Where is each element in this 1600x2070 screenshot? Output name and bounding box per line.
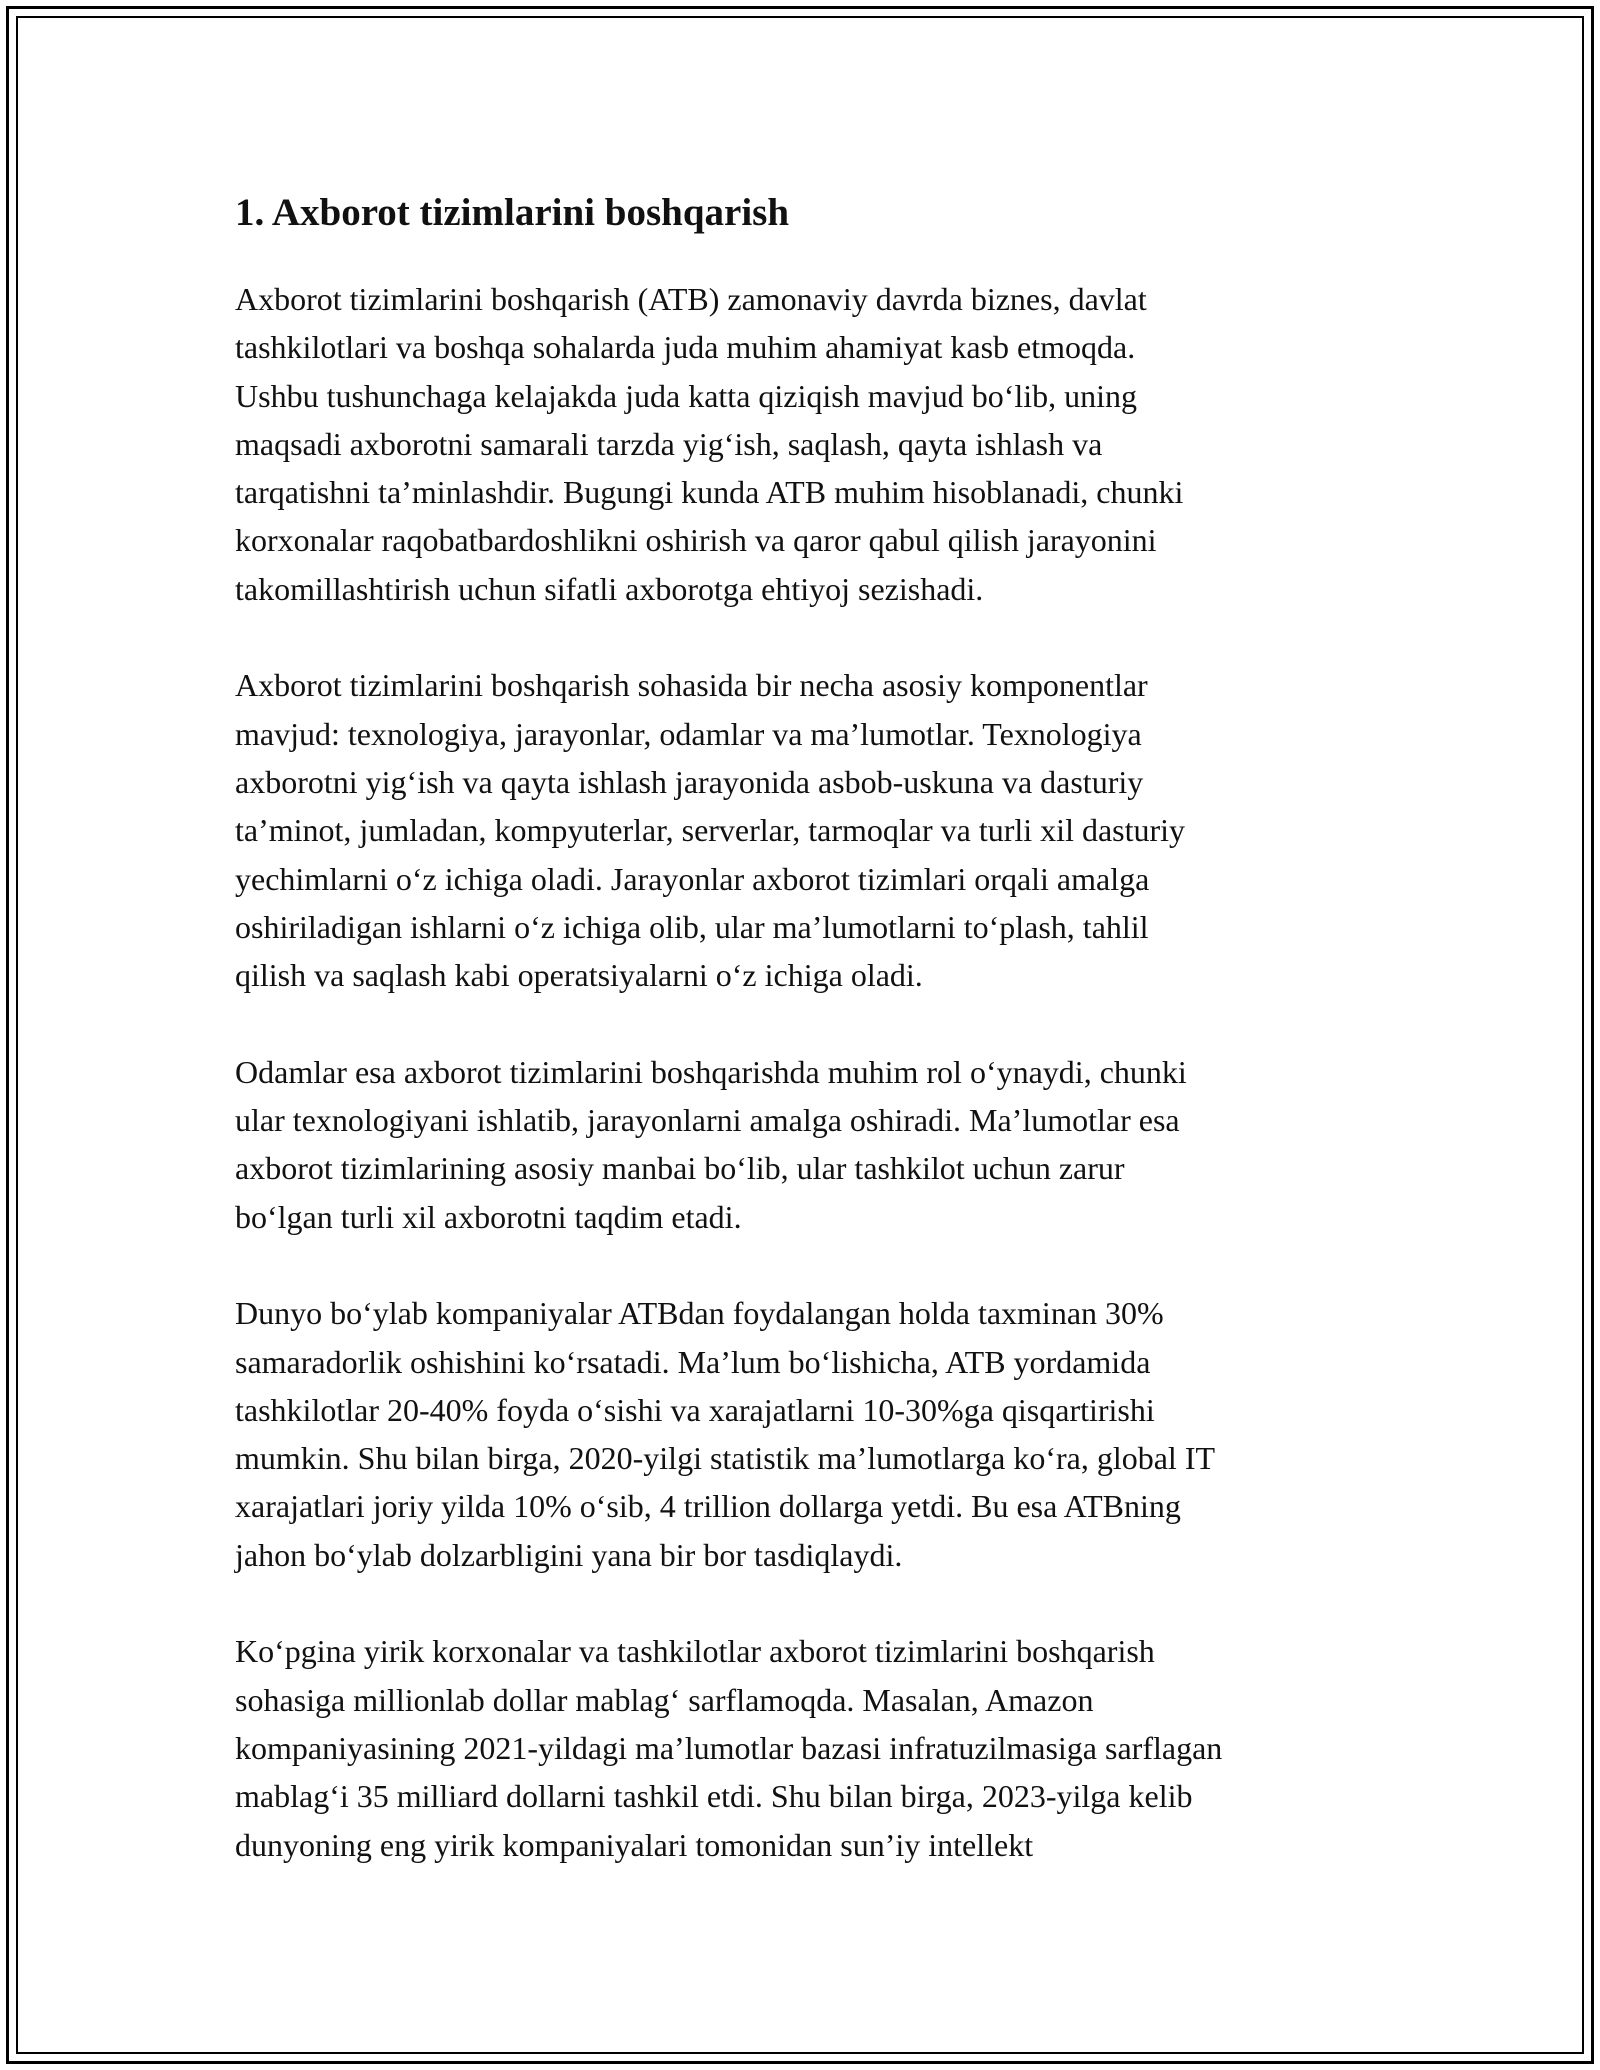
text-line: samaradorlik oshishini ko‘rsatadi. Ma’lum bo‘lishicha, ATB yordamida (235, 1343, 1151, 1380)
text-line: Ushbu tushunchaga kelajakda juda katta qiziqish mavjud bo‘lib, uning (235, 377, 1138, 414)
text-line: yechimlarni o‘z ichiga oladi. Jarayonlar axborot tizimlari orqali amalga (235, 860, 1150, 897)
text-line: ular texnologiyani ishlatib, jarayonlarni amalga oshiradi. Ma’lumotlar esa (235, 1102, 1180, 1139)
text-line: korxonalar raqobatbardoshlikni oshirish va qaror qabul qilish jarayonini (235, 522, 1157, 559)
paragraph-3 (235, 1048, 1390, 1241)
text-line: mumkin. Shu bilan birga, 2020-yilgi statistik ma’lumotlarga ko‘ra, global IT (235, 1440, 1216, 1477)
text-line: qilish va saqlash kabi operatsiyalarni o‘z ichiga oladi. (235, 957, 923, 994)
text-line: axborotni yig‘ish va qayta ishlash jarayonida asbob-uskuna va dasturiy (235, 763, 1144, 800)
section-title: 1. Axborot tizimlarini boshqarish (235, 191, 790, 234)
text-line: mavjud: texnologiya, jarayonlar, odamlar va ma’lumotlar. Texnologiya (235, 715, 1142, 752)
paragraph-1 (235, 275, 1390, 613)
text-line: tashkilotlar 20-40% foyda o‘sishi va xarajatlarni 10-30%ga qisqartirishi (235, 1391, 1155, 1428)
paragraph-5 (235, 1627, 1390, 1868)
text-line: bo‘lgan turli xil axborotni taqdim etadi. (235, 1198, 742, 1235)
text-line: Dunyo bo‘ylab kompaniyalar ATBdan foydalangan holda taxminan 30% (235, 1295, 1164, 1332)
text-line: dunyoning eng yirik kompaniyalari tomonidan sun’iy intellekt (235, 1826, 1034, 1863)
text-line: tashkilotlari va boshqa sohalarda juda muhim ahamiyat kasb etmoqda. (235, 329, 1136, 366)
text-line: takomillashtirish uchun sifatli axborotga ehtiyoj sezishadi. (235, 570, 984, 607)
paragraph-2 (235, 661, 1390, 999)
text-line: tarqatishni ta’minlashdir. Bugungi kunda ATB muhim hisoblanadi, chunki (235, 474, 1184, 511)
document-body (235, 185, 1390, 1917)
text-line: mablag‘i 35 milliard dollarni tashkil etdi. Shu bilan birga, 2023-yilga kelib (235, 1778, 1193, 1815)
text-line: maqsadi axborotni samarali tarzda yig‘ish, saqlash, qayta ishlash va (235, 425, 1103, 462)
text-line: axborot tizimlarining asosiy manbai bo‘lib, ular tashkilot uchun zarur (235, 1150, 1125, 1187)
text-line: ta’minot, jumladan, kompyuterlar, serverlar, tarmoqlar va turli xil dasturiy (235, 812, 1186, 849)
text-line: Axborot tizimlarini boshqarish sohasida bir necha asosiy komponentlar (235, 667, 1148, 704)
text-line: jahon bo‘ylab dolzarbligini yana bir bor tasdiqlaydi. (235, 1536, 903, 1573)
text-line: xarajatlari joriy yilda 10% o‘sib, 4 trillion dollarga yetdi. Bu esa ATBning (235, 1488, 1181, 1525)
text-line: oshiriladigan ishlarni o‘z ichiga olib, ular ma’lumotlarni to‘plash, tahlil (235, 908, 1149, 945)
text-line: kompaniyasining 2021-yildagi ma’lumotlar bazasi infratuzilmasiga sarflagan (235, 1729, 1223, 1766)
text-line: sohasiga millionlab dollar mablag‘ sarflamoqda. Masalan, Amazon (235, 1681, 1094, 1718)
text-line: Ko‘pgina yirik korxonalar va tashkilotlar axborot tizimlarini boshqarish (235, 1633, 1155, 1670)
paragraph-4 (235, 1289, 1390, 1579)
text-line: Axborot tizimlarini boshqarish (ATB) zamonaviy davrda biznes, davlat (235, 281, 1147, 317)
text-line: Odamlar esa axborot tizimlarini boshqarishda muhim rol o‘ynaydi, chunki (235, 1053, 1187, 1090)
